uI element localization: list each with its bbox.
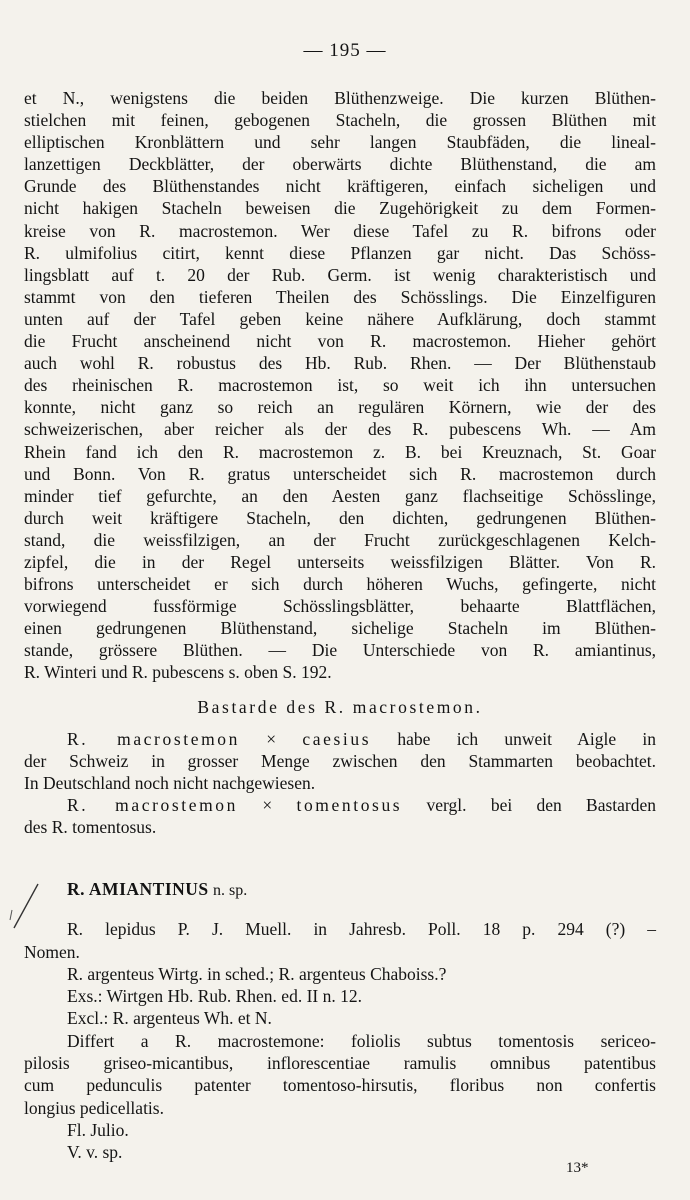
text-line: In Deutschland noch nicht nachgewiesen. <box>24 772 316 793</box>
text-line: unten auf der Tafel geben keine nähere Aufklärung, doch stammt <box>24 308 656 329</box>
entry-text: vergl. bei den Bastarden <box>426 794 657 815</box>
text-line: R. argenteus Wirtg. in sched.; R. argenteus Chaboiss.? <box>67 963 447 984</box>
text-line: bifrons unterscheidet er sich durch höheren Wuchs, gefingerte, nicht <box>24 574 656 595</box>
text-line: einen gedrungenen Blüthenstand, sichelige Stacheln im Blüthen- <box>24 618 656 639</box>
main-text <box>24 87 656 838</box>
text-line: der Schweiz in grosser Menge zwischen den Stammarten beobachtet. <box>24 750 656 771</box>
text-line: und Bonn. Von R. gratus unterscheidet sich R. macrostemon durch <box>24 463 656 484</box>
text-line: R. ulmifolius citirt, kennt diese Pflanzen gar nicht. Das Schöss- <box>24 242 656 263</box>
text-line: konnte, nicht ganz so reich an regulären Körnern, wie der des <box>24 397 656 418</box>
species-name: R. AMIANTINUS <box>67 879 209 899</box>
text-line: kreise von R. macrostemon. Wer diese Tafel zu R. bifrons oder <box>24 220 656 241</box>
text-line: Fl. Julio. <box>67 1119 129 1140</box>
text-line: longius pedicellatis. <box>24 1097 164 1118</box>
text-line: lingsblatt auf t. 20 der Rub. Germ. ist wenig charakteristisch und <box>24 264 656 285</box>
text-line: Differt a R. macrostemone: foliolis subtus tomentosis sericeo- <box>67 1030 656 1051</box>
hybrid-parent: R. macrostemon <box>67 794 239 815</box>
text-line: des rheinischen R. macrostemon ist, so weit ich ihn untersuchen <box>24 375 656 396</box>
text-line: et N., wenigstens die beiden Blüthenzweige. Die kurzen Blüthen- <box>24 88 656 108</box>
text-line: cum pedunculis patenter tomentoso-hirsutis, floribus non confertis <box>24 1075 656 1096</box>
text-line: vorwiegend fussförmige Schösslingsblätter, behaarte Blattflächen, <box>24 596 656 617</box>
hybrid-partner: caesius <box>302 728 372 749</box>
species-description <box>24 918 656 1163</box>
text-line <box>24 728 656 750</box>
text-line <box>24 794 656 816</box>
text-line: R. lepidus P. J. Muell. in Jahresb. Poll. 18 p. 294 (?) – <box>67 919 656 940</box>
page-number: — 195 — <box>303 40 387 61</box>
text-line: Excl.: R. argenteus Wh. et N. <box>67 1008 272 1029</box>
cross-symbol: × <box>262 794 273 815</box>
species-section <box>24 878 656 1164</box>
species-suffix: n. sp. <box>213 882 248 899</box>
text-line: V. v. sp. <box>67 1142 123 1163</box>
text-line: schweizerischen, aber reicher als der des R. pubescens Wh. — Am <box>24 419 656 440</box>
cross-symbol: × <box>266 728 277 749</box>
species-title <box>24 878 656 902</box>
signature-mark: 13* <box>566 1160 589 1176</box>
text-line: nicht hakigen Stacheln beweisen die Zugehörigkeit zu dem Formen- <box>24 198 656 219</box>
text-line: Exs.: Wirtgen Hb. Rub. Rhen. ed. II n. 12. <box>67 986 362 1007</box>
text-line: stande, grössere Blüthen. — Die Unterschiede von R. amiantinus, <box>24 640 656 661</box>
text-line: stammt von den tieferen Theilen des Schösslings. Die Einzelfiguren <box>24 286 656 307</box>
text-line: des R. tomentosus. <box>24 817 157 837</box>
section-heading <box>24 696 656 718</box>
bastard-entry <box>24 794 656 838</box>
text-line: stand, die weissfilzigen, an der Frucht zurückgeschlagenen Kelch- <box>24 529 656 550</box>
text-line: R. Winteri und R. pubescens s. oben S. 192. <box>24 662 332 683</box>
text-line: lanzettigen Deckblätter, der oberwärts dichte Blüthenstand, die am <box>24 154 656 175</box>
text-line: pilosis griseo-micantibus, inflorescentiae ramulis omnibus patentibus <box>24 1053 656 1074</box>
paragraph <box>24 87 656 684</box>
text-line: die Frucht anscheinend nicht von R. macrostemon. Hieher gehört <box>24 331 656 352</box>
text-line: auch wohl R. robustus des Hb. Rub. Rhen. — Der Blüthenstaub <box>24 353 656 374</box>
text-line: Rhein fand ich den R. macrostemon z. B. bei Kreuznach, St. Goar <box>24 441 656 462</box>
entry-text: habe ich unweit Aigle in <box>397 728 657 749</box>
text-line: elliptischen Kronblättern und sehr langen Staubfäden, die lineal- <box>24 132 656 153</box>
heading-text: Bastarde des R. macrostemon. <box>197 696 483 717</box>
bastard-entry <box>24 728 656 794</box>
hybrid-parent: R. macrostemon <box>67 728 240 749</box>
text-line: durch weit kräftigere Stacheln, den dichten, gedrungenen Blüthen- <box>24 507 656 528</box>
text-line: Nomen. <box>24 941 80 962</box>
text-line: minder tief gefurchte, an den Aesten ganz flachseitige Schösslinge, <box>24 485 656 506</box>
text-line: zipfel, die in der Regel unterseits weissfilzigen Blätter. Von R. <box>24 551 656 572</box>
text-line: Grunde des Blüthenstandes nicht kräftigeren, einfach sicheligen und <box>24 176 656 197</box>
text-line: stielchen mit feinen, gebogenen Stacheln, die grossen Blüthen mit <box>24 110 656 131</box>
hybrid-partner: tomentosus <box>296 794 403 815</box>
